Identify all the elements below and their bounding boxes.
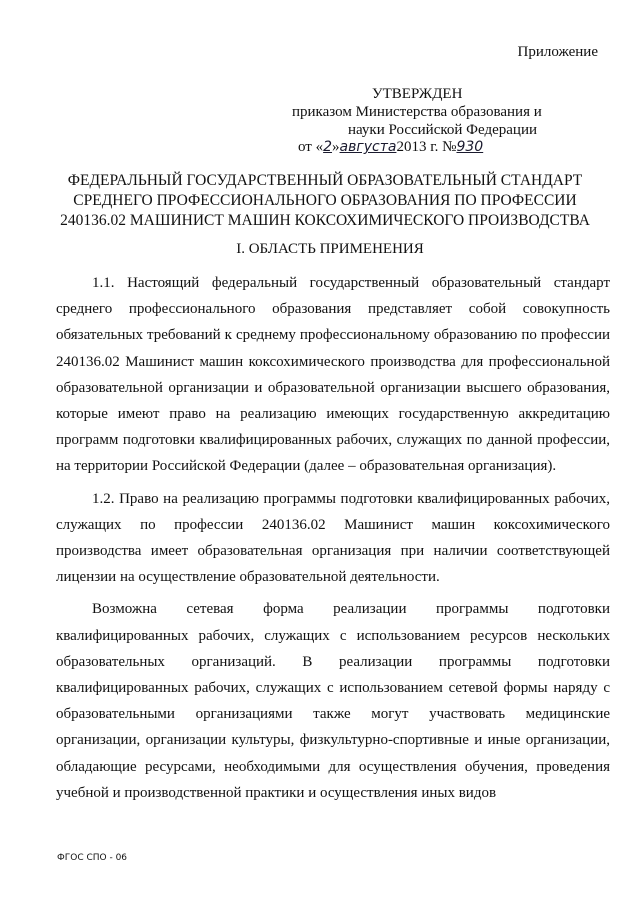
title-line-3: 240136.02 МАШИНИСТ МАШИН КОКСОХИМИЧЕСКОГО ПРОИЗВОДСТВА <box>60 212 590 229</box>
order-day-handwritten: 2 <box>323 139 333 155</box>
title-line-2: СРЕДНЕГО ПРОФЕССИОНАЛЬНОГО ОБРАЗОВАНИЯ ПО ПРОФЕССИИ <box>73 192 577 209</box>
paragraph-1-2: 1.2. Право на реализацию программы подготовки квалифицированных рабочих, служащих по профессии 240136.02 Машинист машин коксохимического производства имеет образовательная организация при наличии соответствующей лицензии на осуществление образовательной деятельности. <box>56 490 610 586</box>
order-number-handwritten: 930 <box>456 139 484 155</box>
title-line-1: ФЕДЕРАЛЬНЫЙ ГОСУДАРСТВЕННЫЙ ОБРАЗОВАТЕЛЬНЫЙ СТАНДАРТ <box>67 172 583 189</box>
appendix-label: Приложение <box>517 44 598 60</box>
order-quote: » <box>332 139 340 155</box>
section-heading: I. ОБЛАСТЬ ПРИМЕНЕНИЯ <box>236 241 424 257</box>
order-month-handwritten: августа <box>339 139 397 155</box>
paragraph-1-1: 1.1. Настоящий федеральный государственный образовательный стандарт среднего профессионального образования представляет собой совокупность обязательных требований к среднему профессиональному образованию по профессии 240136.02 Машинист машин коксохимического производства для профессиональной образовательной организации и образовательной организации высшего образования, которые имеют право на реализацию имеющих государственную аккредитацию программ подготовки квалифицированных рабочих, служащих по данной профессии, на территории Российской Федерации (далее – образовательная организация). <box>56 275 610 475</box>
order-line-2: науки Российской Федерации <box>348 122 538 138</box>
order-from: от « <box>298 139 324 155</box>
order-line-1: приказом Министерства образования и <box>292 104 542 120</box>
footer-code: ФГОС СПО - 06 <box>57 853 128 863</box>
order-year: 2013 г. № <box>396 139 457 155</box>
document-title <box>40 171 610 231</box>
order-date-line <box>298 139 483 156</box>
approved-label: УТВЕРЖДЕН <box>372 86 463 102</box>
paragraph-network-form: Возможна сетевая форма реализации программы подготовки квалифицированных рабочих, служащих с использованием ресурсов нескольких образовательных организаций. В реализации программы подготовки квалифицированных рабочих, служащих с использованием сетевой формы наряду с образовательными организациями также могут участвовать медицинские организации, организации культуры, физкультурно-спортивные и иные организации, обладающие ресурсами, необходимыми для осуществления обучения, проведения учебной и производственной практики и осуществления иных видов <box>56 601 610 801</box>
body-text <box>56 270 610 806</box>
